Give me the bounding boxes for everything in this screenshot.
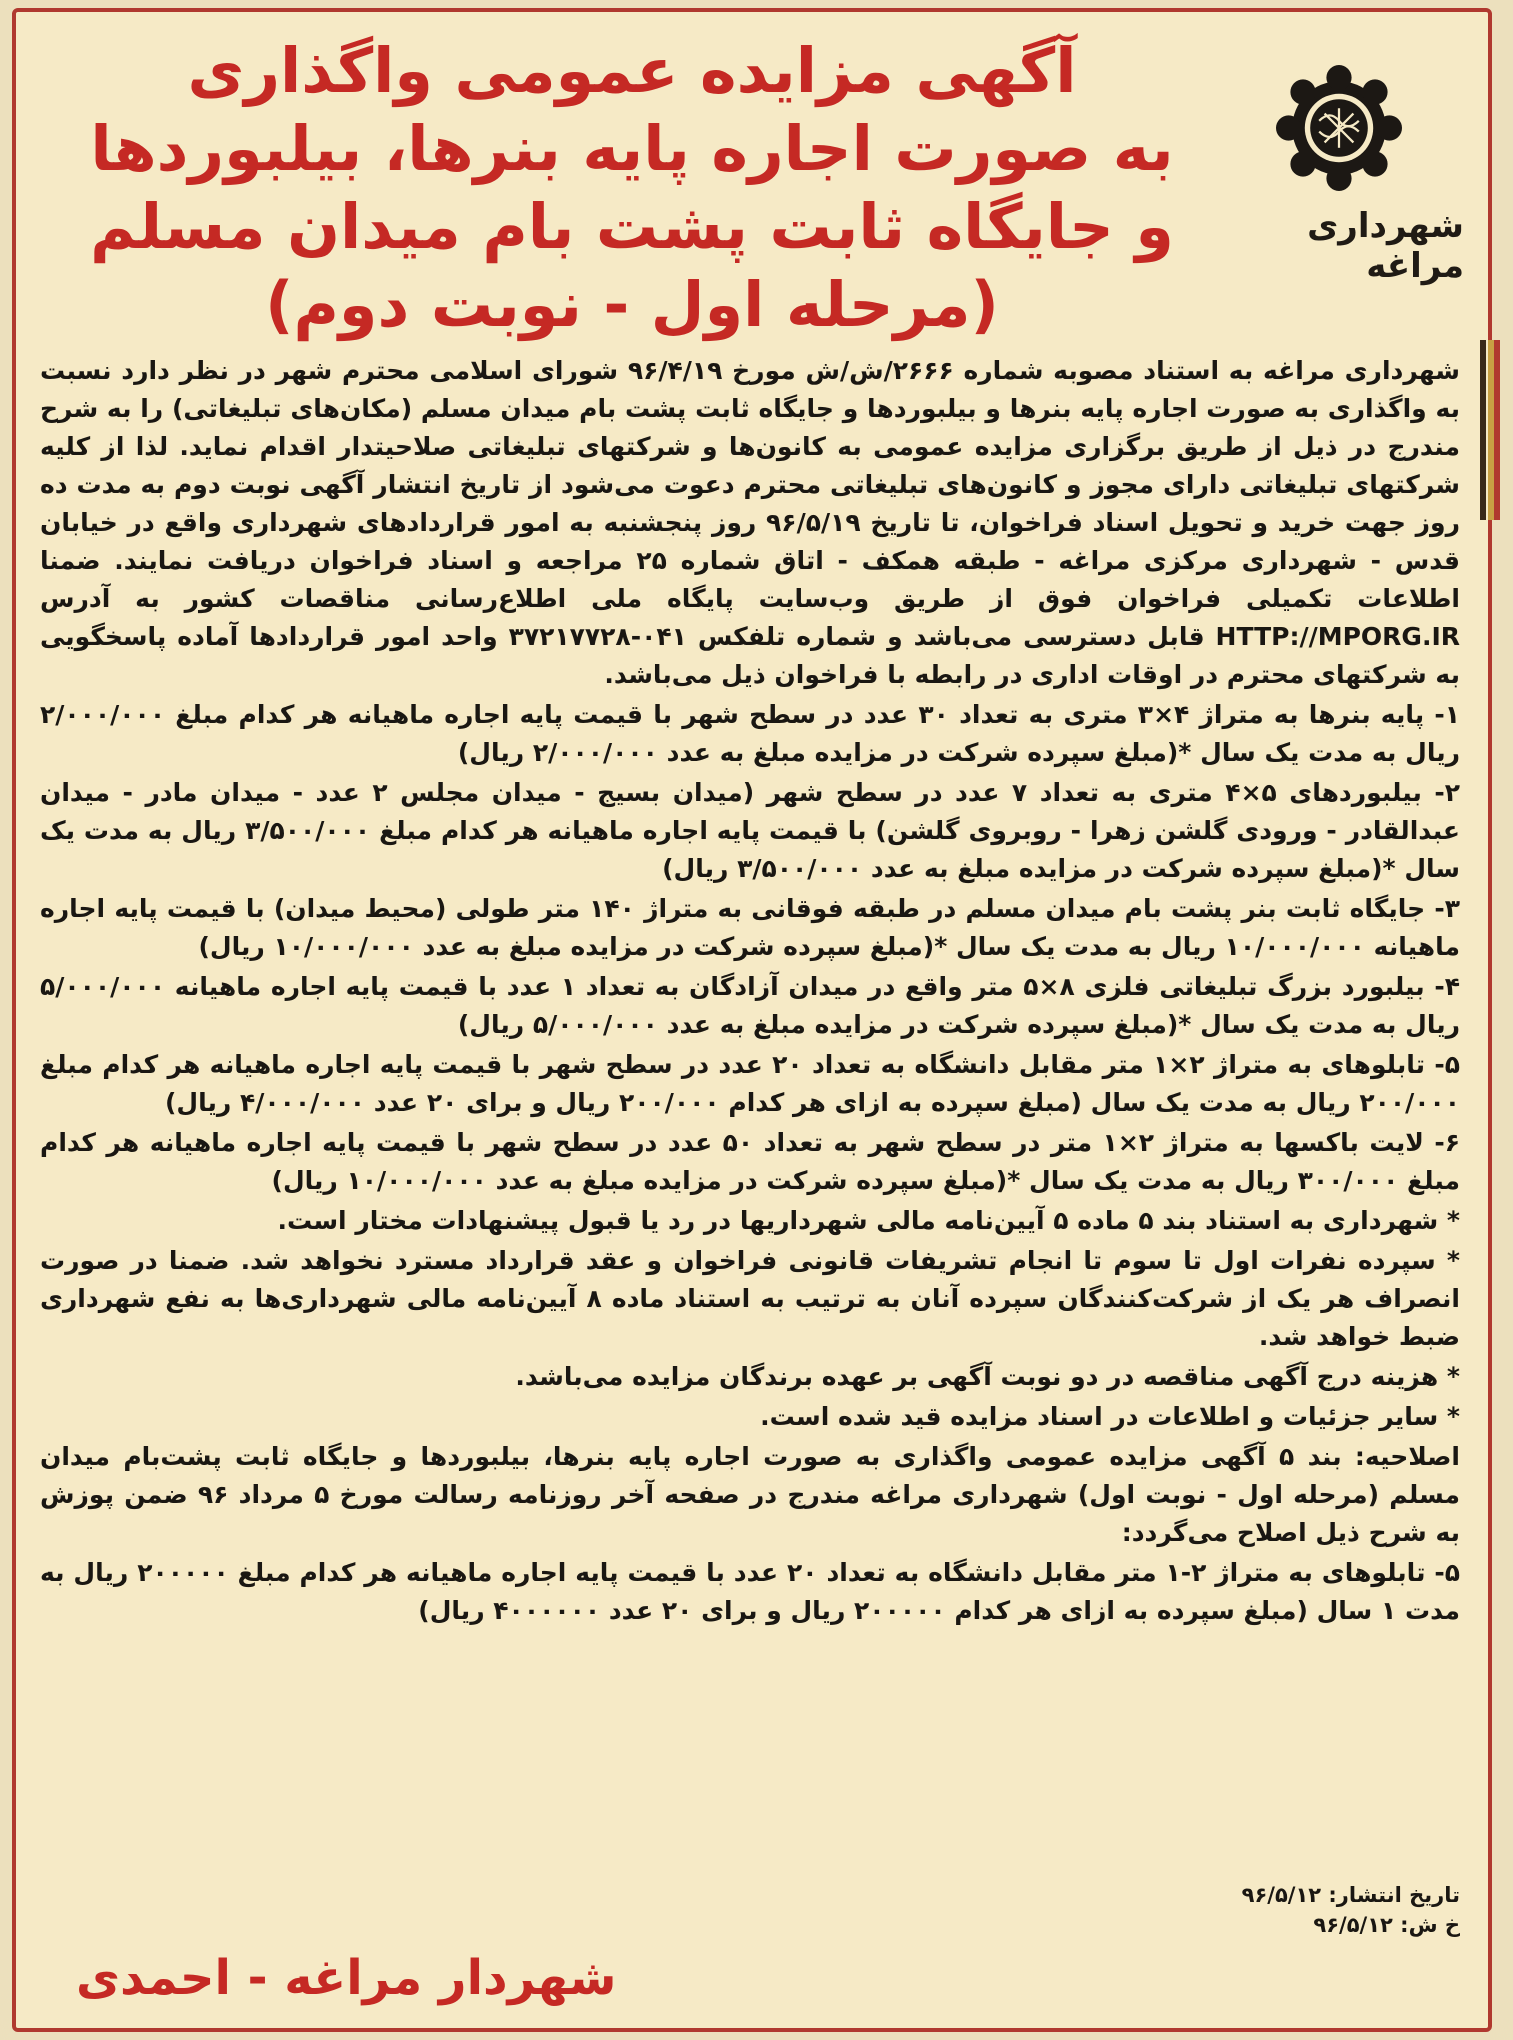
list-item: ۵- تابلوهای به متراژ ۲×۱ متر مقابل دانشگاه به تعداد ۲۰ عدد در سطح شهر با قیمت پایه اجاره ماهیانه هر کدام مبلغ ۲۰۰/۰۰۰ ریال به مدت یک سال (مبلغ سپرده به ازای هر کدام ۲۰۰/۰۰۰ ریال و برای ۲۰ عدد ۴/۰۰۰/۰۰۰ ریال) [40, 1050, 1460, 1117]
municipality-logo [1214, 56, 1464, 286]
title-line-4: (مرحله اول - نوبت دوم) [265, 268, 999, 341]
publish-date: تاریخ انتشار: ۹۶/۵/۱۲ [1241, 1883, 1460, 1907]
logo-label: شهرداری مراغه [1307, 206, 1464, 286]
publication-dates [1242, 1880, 1460, 1940]
correction-item: ۵- تابلوهای به متراژ ۲-۱ متر مقابل دانشگاه به تعداد ۲۰ عدد با قیمت پایه اجاره ماهیانه هر کدام مبلغ ۲۰۰۰۰۰ ریال به مدت ۱ سال (مبلغ سپرده به ازای هر کدام ۲۰۰۰۰۰ ریال و برای ۲۰ عدد ۴۰۰۰۰۰۰ ریال) [40, 1558, 1460, 1625]
advertisement-title [76, 32, 1188, 344]
condition-note: * شهرداری به استناد بند ۵ ماده ۵ آیین‌نامه مالی شهرداریها در رد یا قبول پیشنهادات مختار است. [277, 1206, 1460, 1235]
reference-code: خ ش: ۹۶/۵/۱۲ [1313, 1913, 1460, 1937]
list-item: ۱- پایه بنرها به متراژ ۴×۳ متری به تعداد ۳۰ عدد در سطح شهر با قیمت پایه اجاره ماهیانه هر کدام مبلغ ۲/۰۰۰/۰۰۰ ریال به مدت یک سال *(مبلغ سپرده شرکت در مزایده مبلغ به عدد ۲/۰۰۰/۰۰۰ ریال) [40, 700, 1460, 767]
intro-paragraph: شهرداری مراغه به استناد مصوبه شماره ۲۶۶۶/ش/ش مورخ ۹۶/۴/۱۹ شورای اسلامی محترم شهر در نظر دارد نسبت به واگذاری به صورت اجاره پایه بنرها و بیلبوردها و جایگاه ثابت پشت بام میدان مسلم (مکان‌های تبلیغاتی) را به شرح مندرج در ذیل از طریق برگزاری مزایده عمومی به کانون‌ها و شرکتهای تبلیغاتی صلاحیتدار اقدام نماید. لذا از کلیه شرکتهای تبلیغاتی دارای مجوز و کانون‌های تبلیغاتی محترم دعوت می‌شود از تاریخ انتشار آگهی نوبت دوم به مدت ده روز جهت خرید و تحویل اسناد فراخوان، تا تاریخ ۹۶/۵/۱۹ روز پنجشنبه به امور قراردادهای شهرداری واقع در خیابان قدس - شهرداری مرکزی مراغه - طبقه همکف - اتاق شماره ۲۵ مراجعه و اسناد فراخوان دریافت نمایند. ضمنا اطلاعات تکمیلی فراخوان فوق از طریق وب‌سایت پایگاه ملی اطلاع‌رسانی مناقصات کشور به آدرس HTTP://MPORG.IR قابل دسترسی می‌باشد و شماره تلفکس ۰۴۱-۳۷۲۱۷۷۲۸ واحد امور قراردادها آماده پاسخگویی به شرکتهای محترم در اوقات اداری در رابطه با فراخوان ذیل می‌باشد. [40, 356, 1461, 689]
advertisement-body [40, 352, 1460, 1632]
title-line-1: آگهی مزایده عمومی واگذاری [187, 34, 1077, 107]
newspaper-edge-stripes [1480, 0, 1500, 2040]
list-item: ۳- جایگاه ثابت بنر پشت بام میدان مسلم در طبقه فوقانی به متراژ ۱۴۰ متر طولی (محیط میدان) با قیمت پایه اجاره ماهیانه ۱۰/۰۰۰/۰۰۰ ریال به مدت یک سال *(مبلغ سپرده شرکت در مزایده مبلغ به عدد ۱۰/۰۰۰/۰۰۰ ریال) [40, 894, 1460, 961]
correction-paragraph: اصلاحیه: بند ۵ آگهی مزایده عمومی واگذاری به صورت اجاره پایه بنرها، بیلبوردها و جایگاه ثابت پشت‌بام میدان مسلم (مرحله اول - نوبت اول) شهرداری مراغه مندرج در صفحه آخر روزنامه رسالت مورخ ۵ مرداد ۹۶ ضمن پوزش به شرح ذیل اصلاح می‌گردد: [40, 1442, 1460, 1547]
list-item: ۶- لایت باکسها به متراژ ۲×۱ متر در سطح شهر به تعداد ۵۰ عدد در سطح شهر با قیمت پایه اجاره ماهیانه هر کدام مبلغ ۳۰۰/۰۰۰ ریال به مدت یک سال *(مبلغ سپرده شرکت در مزایده مبلغ به عدد ۱۰/۰۰۰/۰۰۰ ریال) [40, 1128, 1460, 1195]
title-line-2: به صورت اجاره پایه بنرها، بیلبوردها [90, 112, 1174, 185]
list-item: ۴- بیلبورد بزرگ تبلیغاتی فلزی ۸×۵ متر واقع در میدان آزادگان به تعداد ۱ عدد با قیمت پایه اجاره ماهیانه ۵/۰۰۰/۰۰۰ ریال به مدت یک سال *(مبلغ سپرده شرکت در مزایده مبلغ به عدد ۵/۰۰۰/۰۰۰ ریال) [40, 972, 1461, 1039]
title-line-3: و جایگاه ثابت پشت بام میدان مسلم [90, 190, 1174, 263]
condition-note: * سایر جزئیات و اطلاعات در اسناد مزایده قید شده است. [760, 1402, 1460, 1431]
list-item: ۲- بیلبوردهای ۵×۴ متری به تعداد ۷ عدد در سطح شهر (میدان بسیج - میدان مجلس ۲ عدد - میدان مادر - میدان عبدالقادر - ورودی گلشن زهرا - روبروی گلشن) با قیمت پایه اجاره ماهیانه هر کدام مبلغ ۳/۵۰۰/۰۰۰ ریال به مدت یک سال *(مبلغ سپرده شرکت در مزایده مبلغ به عدد ۳/۵۰۰/۰۰۰ ریال) [40, 778, 1460, 883]
mayor-signature: شهردار مراغه - احمدی [76, 1950, 617, 2006]
condition-note: * سپرده نفرات اول تا سوم تا انجام تشریفات قانونی فراخوان و عقد قرارداد مسترد نخواهد شد. ضمنا در صورت انصراف هر یک از شرکت‌کنندگان سپرده آنان به ترتیب به استناد ماده ۸ آیین‌نامه مالی شهرداری‌ها به نفع شهرداری ضبط خواهد شد. [40, 1246, 1460, 1351]
header [16, 12, 1488, 352]
advertisement-page [12, 8, 1492, 2032]
condition-note: * هزینه درج آگهی مناقصه در دو نوبت آگهی بر عهده برندگان مزایده می‌باشد. [515, 1362, 1460, 1391]
municipality-emblem-icon [1259, 56, 1419, 200]
